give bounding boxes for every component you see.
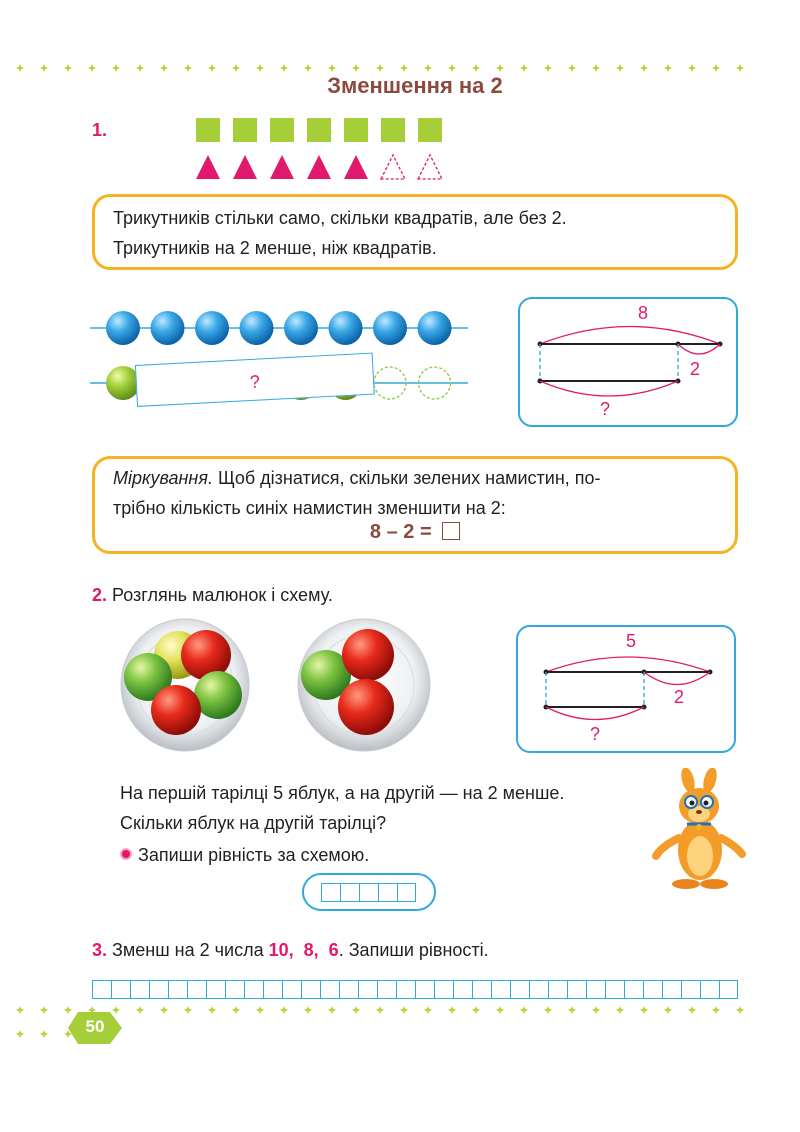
- task3-number-6: 6: [328, 940, 339, 960]
- answer-cell[interactable]: [339, 980, 358, 999]
- rule-line-1: Трикутників стільки само, скільки квадратів, але без 2.: [113, 208, 567, 228]
- apple: [342, 629, 394, 681]
- dot-star: [304, 64, 312, 72]
- dot-star: [712, 1006, 720, 1014]
- dot-star: [16, 1030, 24, 1038]
- blue-bead: [151, 311, 185, 345]
- dot-star: [328, 1006, 336, 1014]
- dot-star: [544, 1006, 552, 1014]
- answer-cell[interactable]: [111, 980, 130, 999]
- page-number: 50: [85, 1017, 105, 1036]
- blue-bead: [373, 311, 407, 345]
- square: [381, 118, 405, 142]
- task2-text-2: Скільки яблук на другій тарілці?: [120, 813, 387, 833]
- answer-cell[interactable]: [358, 980, 377, 999]
- dot-star: [112, 64, 120, 72]
- answer-cell[interactable]: [168, 980, 187, 999]
- triangle-dashed: [418, 155, 442, 179]
- scheme-1-top-value: 8: [638, 303, 649, 323]
- dot-star: [184, 1006, 192, 1014]
- dot-star: [208, 1006, 216, 1014]
- scheme-2-top-value: 5: [626, 631, 637, 651]
- dot-star: [448, 64, 456, 72]
- scheme-2-bottom-value: ?: [590, 724, 601, 744]
- dot-star: [232, 64, 240, 72]
- task2-answer-cells[interactable]: [321, 883, 416, 902]
- task3-heading: [92, 935, 489, 965]
- square: [344, 118, 368, 142]
- task2-heading: [92, 580, 333, 610]
- dot-star: [592, 1006, 600, 1014]
- triangle: [196, 155, 220, 179]
- dot-star: [40, 1006, 48, 1014]
- rule-line-2: Трикутників на 2 менше, ніж квадратів.: [113, 238, 437, 258]
- dot-star: [544, 64, 552, 72]
- dot-star: [640, 1006, 648, 1014]
- page-title: Зменшення на 2: [327, 73, 503, 98]
- dot-star: [280, 1006, 288, 1014]
- reasoning-label: Міркування.: [113, 468, 213, 488]
- task3-number: 3.: [92, 940, 108, 960]
- blue-bead: [106, 311, 140, 345]
- task2-text-1: На першій тарілці 5 яблук, а на другій — на 2 менше.: [120, 783, 565, 803]
- dot-star: [424, 64, 432, 72]
- reasoning-box: [92, 456, 738, 554]
- dot-star: [184, 64, 192, 72]
- kangaroo-mascot-icon: [652, 768, 748, 890]
- answer-cell[interactable]: [681, 980, 700, 999]
- blue-bead: [418, 311, 452, 345]
- dot-star: [664, 1006, 672, 1014]
- answer-cell[interactable]: [206, 980, 225, 999]
- triangle: [270, 155, 294, 179]
- answer-cell[interactable]: [396, 980, 415, 999]
- task2-number: 2.: [92, 585, 108, 605]
- answer-cell[interactable]: [321, 883, 340, 902]
- dot-star: [304, 1006, 312, 1014]
- dot-star: [616, 64, 624, 72]
- answer-cell[interactable]: [187, 980, 206, 999]
- blue-bead: [240, 311, 274, 345]
- task3-number-8: 8,: [303, 940, 319, 960]
- dot-star: [16, 64, 24, 72]
- answer-cell[interactable]: [415, 980, 434, 999]
- task3-answer-cells[interactable]: [92, 980, 738, 999]
- dot-star: [712, 64, 720, 72]
- answer-cell[interactable]: [320, 980, 339, 999]
- answer-cell[interactable]: [378, 883, 397, 902]
- answer-cell[interactable]: [567, 980, 586, 999]
- answer-cell[interactable]: [548, 980, 567, 999]
- answer-cell[interactable]: [92, 980, 111, 999]
- dot-star: [256, 1006, 264, 1014]
- triangles-row: [190, 152, 460, 182]
- answer-cell[interactable]: [586, 980, 605, 999]
- dot-star: [664, 64, 672, 72]
- triangle-dashed: [381, 155, 405, 179]
- triangle: [307, 155, 331, 179]
- dot-star: [208, 64, 216, 72]
- task2-bullet-text: Запиши рівність за схемою.: [138, 845, 370, 865]
- scheme-2-diff-value: 2: [674, 687, 685, 707]
- task2-bullet-row: [120, 840, 369, 870]
- dot-star: [472, 64, 480, 72]
- dot-star: [592, 64, 600, 72]
- dot-star: [520, 64, 528, 72]
- apple: [338, 679, 394, 735]
- answer-cell[interactable]: [340, 883, 359, 902]
- reasoning-line-1: [113, 463, 717, 493]
- dot-star: [688, 64, 696, 72]
- answer-cell[interactable]: [605, 980, 624, 999]
- dot-star: [736, 1006, 744, 1014]
- answer-cell[interactable]: [662, 980, 681, 999]
- dot-star: [64, 64, 72, 72]
- dot-star: [400, 1006, 408, 1014]
- square: [196, 118, 220, 142]
- dot-star: [376, 1006, 384, 1014]
- answer-cell[interactable]: [359, 883, 378, 902]
- bullet-icon: [120, 848, 132, 860]
- dot-star: [352, 1006, 360, 1014]
- dot-star: [568, 1006, 576, 1014]
- task3-text-after: . Запиши рівності.: [338, 940, 489, 960]
- dot-star: [352, 64, 360, 72]
- card-question-mark: ?: [249, 371, 261, 393]
- answer-cell[interactable]: [529, 980, 548, 999]
- dot-star: [232, 1006, 240, 1014]
- apple: [194, 671, 242, 719]
- dot-star: [400, 64, 408, 72]
- answer-cell[interactable]: [700, 980, 719, 999]
- answer-cell[interactable]: [434, 980, 453, 999]
- dot-star: [328, 64, 336, 72]
- task2-instruction: Розглянь малюнок і схему.: [112, 585, 333, 605]
- scheme-1-diff-value: 2: [690, 359, 701, 379]
- dot-star: [424, 1006, 432, 1014]
- triangle: [344, 155, 368, 179]
- dot-star: [736, 64, 744, 72]
- answer-cell[interactable]: [624, 980, 643, 999]
- answer-cell[interactable]: [263, 980, 282, 999]
- square: [270, 118, 294, 142]
- dot-star: [16, 1006, 24, 1014]
- answer-cell[interactable]: [719, 980, 738, 999]
- dot-star: [280, 64, 288, 72]
- answer-cell[interactable]: [491, 980, 510, 999]
- reasoning-text-1: Щоб дізнатися, скільки зелених намистин, по-: [212, 468, 601, 488]
- dot-star: [472, 1006, 480, 1014]
- answer-cell[interactable]: [130, 980, 149, 999]
- blue-bead: [195, 311, 229, 345]
- dot-star: [568, 64, 576, 72]
- answer-cell[interactable]: [453, 980, 472, 999]
- task1-number: 1.: [92, 120, 108, 140]
- answer-cell[interactable]: [301, 980, 320, 999]
- dot-star: [688, 1006, 696, 1014]
- dot-star: [40, 1030, 48, 1038]
- answer-cell[interactable]: [244, 980, 263, 999]
- square: [418, 118, 442, 142]
- square: [307, 118, 331, 142]
- dot-star: [256, 64, 264, 72]
- blue-bead: [329, 311, 363, 345]
- dot-star: [448, 1006, 456, 1014]
- reasoning-line-2: трібно кількість синіх намистин зменшити на 2:: [113, 498, 506, 518]
- dot-star: [640, 64, 648, 72]
- dot-star: [496, 64, 504, 72]
- dot-star: [136, 1006, 144, 1014]
- square: [233, 118, 257, 142]
- dot-star: [616, 1006, 624, 1014]
- dot-star: [136, 64, 144, 72]
- apple: [151, 685, 201, 735]
- triangle: [233, 155, 257, 179]
- answer-cell[interactable]: [377, 980, 396, 999]
- scheme-box-1: [518, 297, 738, 427]
- equation-text: 8 – 2 =: [369, 521, 432, 543]
- task3-text-before: Зменш на 2 числа: [112, 940, 269, 960]
- blue-bead: [284, 311, 318, 345]
- task3-number-10: 10,: [268, 940, 294, 960]
- dot-star: [496, 1006, 504, 1014]
- rule-box: [92, 194, 738, 270]
- plates-illustration: [118, 615, 448, 755]
- answer-cell[interactable]: [225, 980, 244, 999]
- answer-cell[interactable]: [397, 883, 416, 902]
- answer-cell[interactable]: [149, 980, 168, 999]
- dot-star: [160, 64, 168, 72]
- dot-star: [88, 64, 96, 72]
- answer-cell[interactable]: [282, 980, 301, 999]
- answer-cell[interactable]: [643, 980, 662, 999]
- dot-star: [160, 1006, 168, 1014]
- answer-cell[interactable]: [472, 980, 491, 999]
- answer-box[interactable]: [442, 522, 460, 540]
- scheme-1-bottom-value: ?: [600, 399, 611, 419]
- scheme-1-diagram: [520, 299, 736, 425]
- answer-cell[interactable]: [510, 980, 529, 999]
- scheme-box-2: [516, 625, 736, 753]
- dot-star: [40, 64, 48, 72]
- dot-star: [376, 64, 384, 72]
- dot-star: [520, 1006, 528, 1014]
- equation-row: [113, 521, 717, 544]
